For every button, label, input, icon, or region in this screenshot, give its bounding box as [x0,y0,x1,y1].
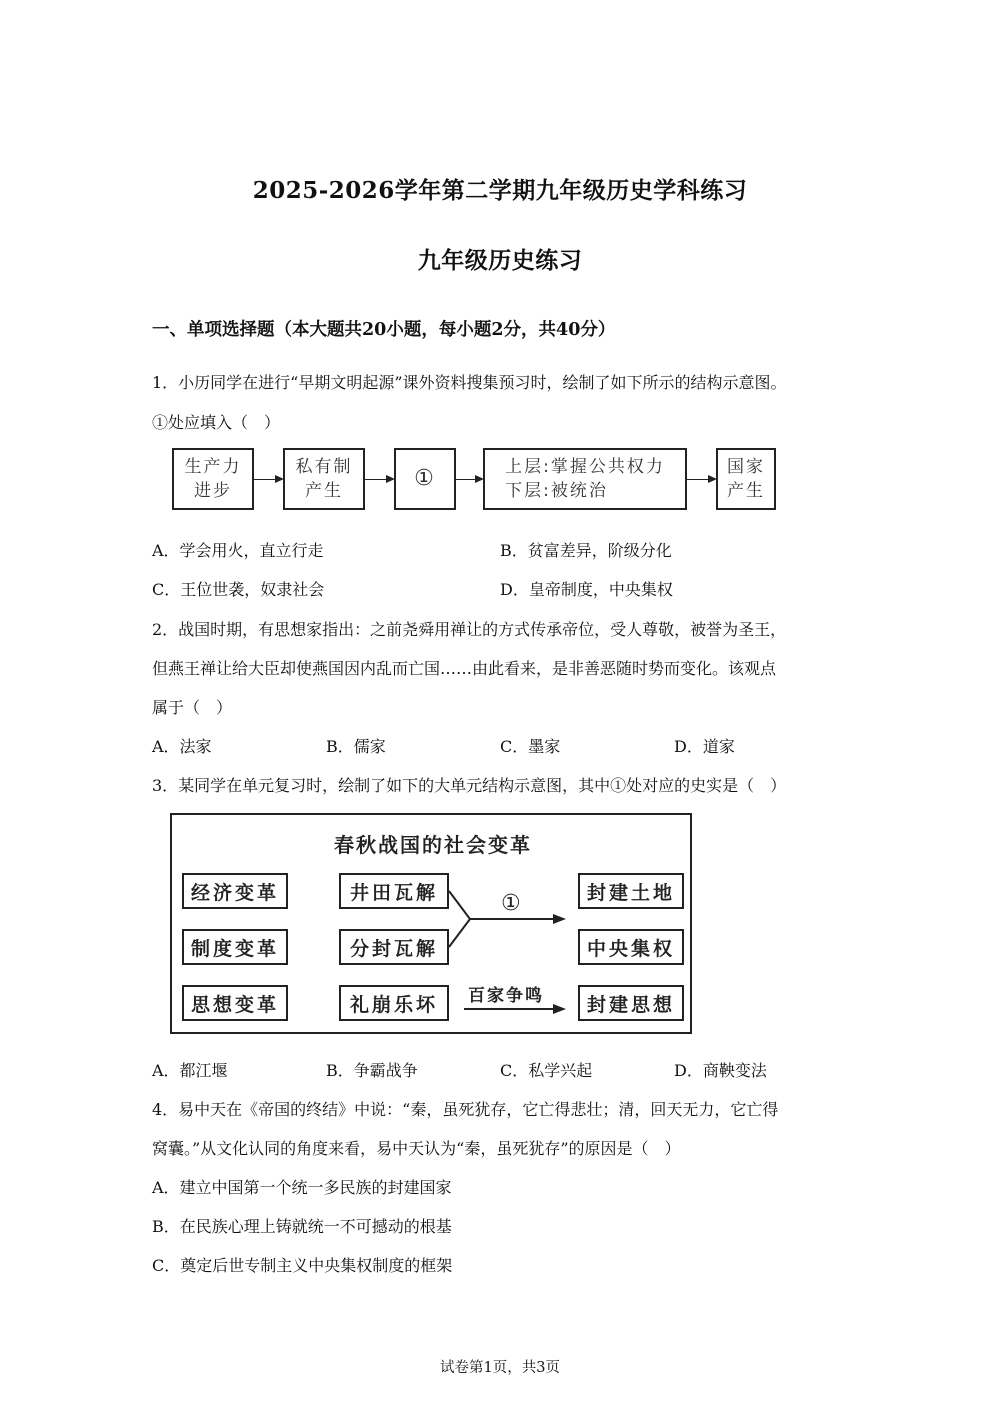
q4-option-c[interactable]: C．奠定后世专制主义中央集权制度的框架 [152,1256,453,1275]
right-box-centralization: 中央集权 [578,929,684,965]
q1-option-d[interactable]: D．皇帝制度，中央集权 [500,580,673,599]
right-box-feudal-land: 封建土地 [578,873,684,909]
flow-box-productivity [172,448,254,510]
flow-box-blank-label: ① [414,466,436,491]
q3-stem: 3．某同学在单元复习时，绘制了如下的大单元结构示意图，其中①处对应的史实是（ ） [152,776,787,795]
document-title: 2025-2026学年第二学期九年级历史学科练习 [252,177,748,204]
q3-option-b[interactable]: B．争霸战争 [326,1061,418,1080]
arrow-label-hundred-schools: 百家争鸣 [468,986,544,1006]
q2-option-a[interactable]: A．法家 [152,737,212,756]
left-box-economy: 经济变革 [182,873,288,909]
left-box-thought: 思想变革 [182,985,288,1021]
page-footer: 试卷第1页，共3页 [440,1360,560,1376]
q4-stem-line2: 窝囊。”从文化认同的角度来看，易中天认为“秦，虽死犹存”的原因是（ ） [152,1139,681,1158]
flow-box-state [716,448,776,510]
flow-box-classes [483,448,687,510]
q1-option-c[interactable]: C．王位世袭，奴隶社会 [152,580,325,599]
q2-stem-line1: 2．战国时期，有思想家指出：之前尧舜用禅让的方式传承帝位，受人尊敬，被誉为圣王， [152,620,787,639]
q3-structure-diagram [170,813,692,1034]
right-box-feudal-thought: 封建思想 [578,985,684,1021]
q3-option-a[interactable]: A．都江堰 [152,1061,228,1080]
q1-stem-line1: 1．小历同学在进行“早期文明起源”课外资料搜集预习时，绘制了如下所示的结构示意图。 [152,373,787,392]
flow-box-state-label: 国家 产生 [727,457,765,501]
left-box-system: 制度变革 [182,929,288,965]
flow-arrow-4 [687,479,715,480]
middle-box-rites: 礼崩乐坏 [339,985,449,1021]
flow-box-private-ownership [283,448,365,510]
q2-stem-line3: 属于（ ） [152,698,233,717]
q1-option-b[interactable]: B．贫富差异，阶级分化 [500,541,672,560]
document-subtitle: 九年级历史练习 [417,247,583,274]
q2-stem-line2: 但燕王禅让给大臣却使燕国因内乱而亡国……由此看来，是非善恶随时势而变化。该观点 [152,659,777,678]
q4-option-b[interactable]: B．在民族心理上铸就统一不可撼动的根基 [152,1217,452,1236]
q3-option-c[interactable]: C．私学兴起 [500,1061,593,1080]
flow-box-productivity-label: 生产力 进步 [184,457,242,501]
structure-diagram-title: 春秋战国的社会变革 [334,833,532,857]
q2-option-b[interactable]: B．儒家 [326,737,386,756]
flow-box-private-ownership-label: 私有制 产生 [295,457,353,501]
flow-box-blank [394,448,456,510]
q4-option-a[interactable]: A．建立中国第一个统一多民族的封建国家 [152,1178,452,1197]
middle-box-well-field: 井田瓦解 [339,873,449,909]
middle-box-fiefdom: 分封瓦解 [339,929,449,965]
structure-connectors [172,815,690,1032]
q3-option-d[interactable]: D．商鞅变法 [674,1061,767,1080]
q4-stem-line1: 4．易中天在《帝国的终结》中说：“秦，虽死犹存，它亡得悲壮；清，回天无力，它亡得 [152,1100,779,1119]
flow-box-classes-label: 上层:掌握公共权力 下层:被统治 [505,457,665,501]
q2-option-d[interactable]: D．道家 [674,737,735,756]
flow-arrow-2 [365,479,393,480]
q1-stem-line2: ①处应填入（ ） [152,413,281,432]
q1-option-a[interactable]: A．学会用火，直立行走 [152,541,324,560]
q2-option-c[interactable]: C．墨家 [500,737,561,756]
flow-arrow-1 [254,479,282,480]
arrow-label-blank: ① [501,891,521,916]
section-heading: 一、单项选择题（本大题共20小题，每小题2分，共40分） [152,320,616,340]
flow-arrow-3 [456,479,482,480]
